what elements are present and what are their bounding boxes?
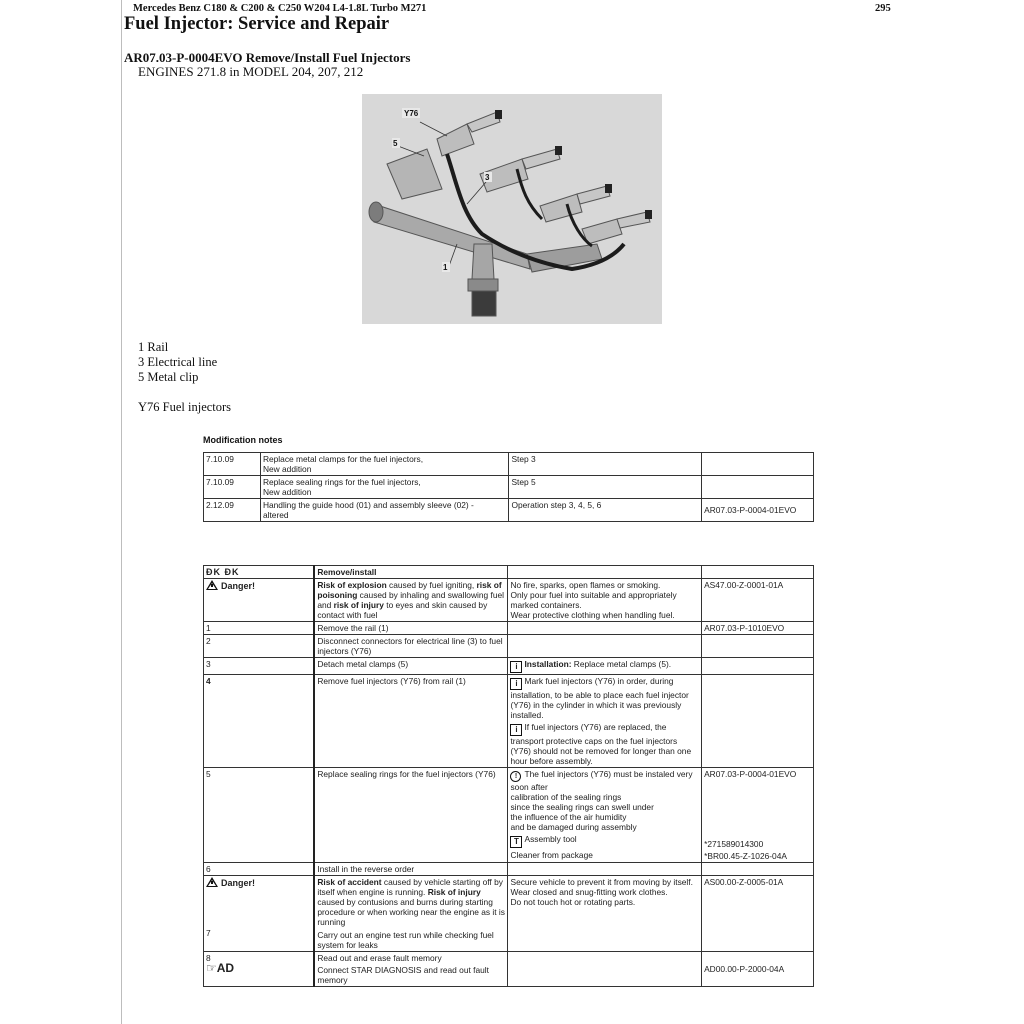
header-label: Remove/install [314, 566, 508, 579]
step-number: 6 [204, 863, 315, 876]
mod-date: 2.12.09 [204, 499, 261, 522]
table-row [204, 579, 814, 622]
table-row [204, 952, 814, 987]
mod-date: 7.10.09 [204, 453, 261, 476]
warning-triangle-icon [206, 580, 218, 590]
fuel-rail-illustration [362, 94, 662, 324]
callout-3: 3 [485, 173, 490, 182]
table-row [204, 658, 814, 675]
step-action: Remove the rail (1) [314, 622, 508, 635]
legend-item: 3 Electrical line [138, 355, 218, 369]
danger-measures: Secure vehicle to prevent it from moving by itself. Wear closed and snug-fitting work clothes. Do not touch hot or rotating parts. [508, 876, 702, 952]
info-icon: i [510, 678, 522, 690]
procedure-title: AR07.03-P-0004EVO Remove/Install Fuel Injectors [124, 50, 411, 65]
step-action: Carry out an engine test run while checking fuel system for leaks [317, 930, 494, 950]
step-action: Read out and erase fault memory Connect STAR DIAGNOSIS and read out fault memory [314, 952, 508, 987]
warning-triangle-icon [206, 877, 218, 887]
step-action: Remove fuel injectors (Y76) from rail (1) [314, 675, 508, 768]
mod-reference: AR07.03-P-0004-01EVO [702, 499, 814, 522]
step-number: 4 [204, 675, 315, 768]
step-action: Disconnect connectors for electrical line (3) to fuel injectors (Y76) [314, 635, 508, 658]
callout-y76: Y76 [404, 109, 419, 118]
info-icon: i [510, 724, 522, 736]
danger-cell [204, 876, 315, 952]
remove-install-table [203, 565, 814, 987]
legend-item: Y76 Fuel injectors [138, 400, 232, 414]
mod-step: Step 5 [509, 476, 702, 499]
step-reference: AD00.00-P-2000-04A [702, 952, 814, 987]
mod-date: 7.10.09 [204, 476, 261, 499]
step-reference: AR07.03-P-1010EVO [702, 622, 814, 635]
step-reference: AR07.03-P-0004-01EVO *271589014300 *BR00.45-Z-1026-04A [702, 768, 814, 863]
page-number: 295 [875, 3, 891, 14]
table-row [204, 675, 814, 768]
step-number: 2 [204, 635, 315, 658]
danger-measures: No fire, sparks, open flames or smoking. Only pour fuel into suitable and appropriately marked containers. Wear protective clothing when handling fuel. [508, 579, 702, 622]
remove-install-icons: ÐK ÐK [204, 566, 315, 579]
step-number: 7 [206, 928, 211, 938]
table-row [204, 622, 814, 635]
step-number-cell: 8 ☞AD [204, 952, 315, 987]
info-icon: i [510, 661, 522, 673]
danger-reference: AS47.00-Z-0001-01A [702, 579, 814, 622]
mod-step: Step 3 [509, 453, 702, 476]
figure-legend [138, 340, 231, 415]
callout-1: 1 [443, 263, 448, 272]
mod-reference [702, 453, 814, 476]
running-head: Mercedes Benz C180 & C200 & C250 W204 L4-1.8L Turbo M271 [133, 3, 427, 14]
legend-item: 5 Metal clip [138, 370, 199, 384]
danger-label: Danger! [206, 581, 255, 591]
table-row [204, 635, 814, 658]
mod-description: Replace metal clamps for the fuel injectors, New addition [260, 453, 509, 476]
danger-label: Danger! [206, 877, 311, 888]
step-action: Detach metal clamps (5) [314, 658, 508, 675]
table-row [204, 863, 814, 876]
callout-5: 5 [393, 139, 398, 148]
attention-icon: ! [510, 771, 521, 782]
table-row [204, 876, 814, 952]
page-title: Fuel Injector: Service and Repair [124, 14, 390, 34]
modification-notes-heading: Modification notes [203, 435, 283, 445]
table-header-row [204, 566, 814, 579]
mod-description: Handling the guide hood (01) and assembly sleeve (02) - altered [260, 499, 509, 522]
step-action: Install in the reverse order [314, 863, 508, 876]
modification-notes-table [203, 452, 814, 522]
mod-description: Replace sealing rings for the fuel injectors, New addition [260, 476, 509, 499]
legend-item: 1 Rail [138, 340, 169, 354]
step-number: 3 [204, 658, 315, 675]
table-row [204, 453, 814, 476]
diagnosis-icon: ☞AD [206, 961, 235, 975]
procedure-subtitle: ENGINES 271.8 in MODEL 204, 207, 212 [138, 64, 364, 79]
page-margin-rule [121, 0, 122, 1024]
step-note: ! The fuel injectors (Y76) must be instaled very soon after calibration of the sealing rings since the sealing rings can swell under the influence of the air humidity and be damaged during assembly T Assembly tool Cleaner from package [508, 768, 702, 863]
step-action: Replace sealing rings for the fuel injectors (Y76) [314, 768, 508, 863]
mod-reference [702, 476, 814, 499]
table-row [204, 768, 814, 863]
danger-reference: AS00.00-Z-0005-01A [702, 876, 814, 952]
danger-description: Risk of explosion caused by fuel igniting, risk of poisoning caused by inhaling and swallowing fuel and risk of injury to eyes and skin caused by contact with fuel [314, 579, 508, 622]
table-row [204, 499, 814, 522]
step-number: 5 [204, 768, 315, 863]
tool-icon: T [510, 836, 522, 848]
step-number: 1 [204, 622, 315, 635]
table-row [204, 476, 814, 499]
step-note: i Installation: Replace metal clamps (5). [508, 658, 702, 675]
danger-description: Risk of accident caused by vehicle starting off by itself when engine is running. Risk of injury caused by contusions and burns during starting procedure or when working near the engine as it is running Carry out an engine test run while checking fuel system for leaks [314, 876, 508, 952]
step-note: i Mark fuel injectors (Y76) in order, during installation, to be able to place each fuel injector (Y76) in the cylinder in which it was previously installed. i If fuel injectors (Y76) are replaced, the transport protective caps on the fuel injectors (Y76) should not be removed for longer than one hour before assembly. [508, 675, 702, 768]
mod-step: Operation step 3, 4, 5, 6 [509, 499, 702, 522]
